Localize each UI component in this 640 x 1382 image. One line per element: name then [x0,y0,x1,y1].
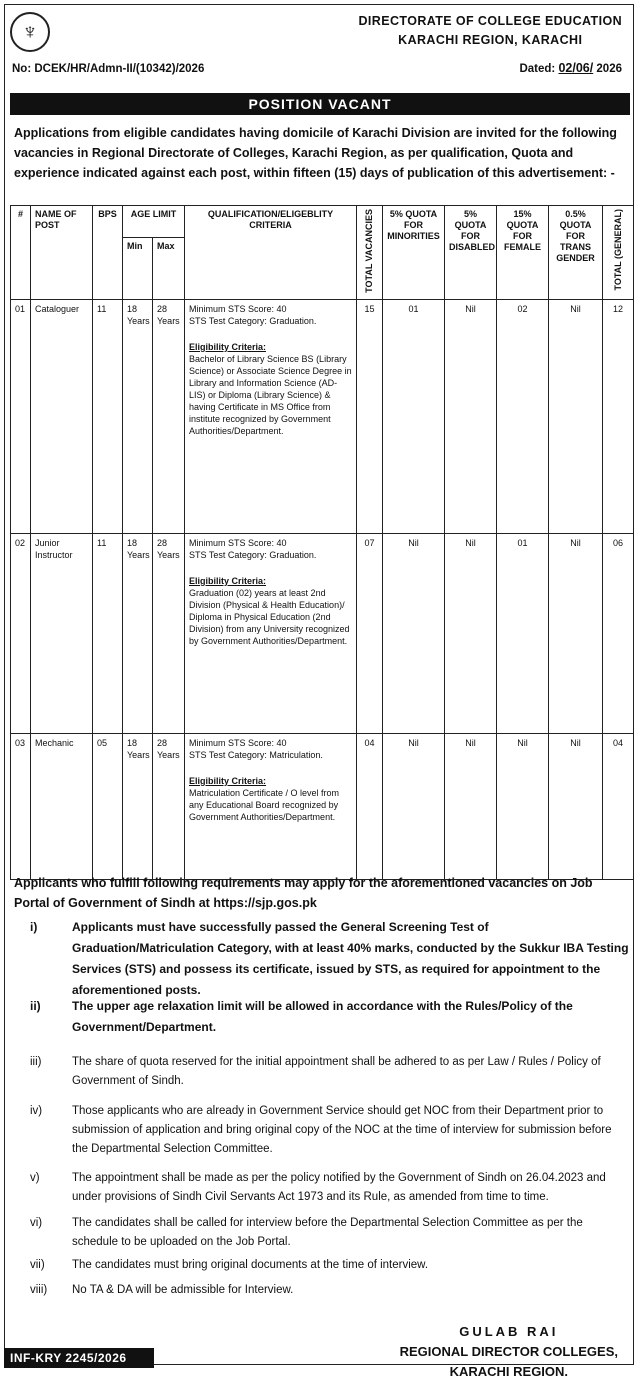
note-item [30,1256,630,1275]
reference-number: No: DCEK/HR/Admn-II/(10342)/2026 [12,63,205,75]
note-item [30,1102,630,1159]
note-item [30,996,630,1038]
note-text: The appointment shall be made as per the policy notified by the Government of Sindh on 26.04.2023 and under provisions of Sindh Civil Servants Act 1973 and its Rule, as amended from time to time. [72,1172,606,1203]
note-number: ii) [30,999,41,1013]
row-sno: 02 [11,533,31,733]
sindh-government-seal-icon: ♆ [10,12,50,52]
row-eligibility-label: Eligibility Criteria: [189,341,267,352]
header-age-limit: AGE LIMIT [123,206,185,238]
header-female-quota: 15% QUOTA FOR FEMALE [497,206,549,300]
row-eligibility-text: Bachelor of Library Science BS (Library Science) or Associate Science Degree in Library and Information Science (AD-LIS) or Diploma (Library Science) & having Certificate in MS Office from institute recognized by Government Authorities/Department. [189,353,352,436]
header-sno: # [11,206,31,300]
row-minorities: Nil [383,733,445,879]
row-sno: 03 [11,733,31,879]
row-age-max: 28 Years [153,299,185,533]
row-disabled: Nil [445,299,497,533]
row-qualification [185,299,357,533]
header-age-max: Max [153,238,185,300]
row-trans: Nil [549,733,603,879]
row-age-min: 18 Years [123,733,153,879]
row-eligibility-text: Graduation (02) years at least 2nd Division (Physical & Health Education)/ Diploma in Physical Education (2nd Division) from any University recognized by Government Authorities/Department. [189,587,350,646]
row-disabled: Nil [445,733,497,879]
row-age-max: 28 Years [153,533,185,733]
note-number: iii) [30,1056,42,1068]
row-post-name: Mechanic [31,733,93,879]
notes-intro: Applicants who fulfill following requirements may apply for the aforementioned vacancies on Job Portal of Government of Sindh at https://sjp.gos.pk [14,876,593,910]
row-general: 04 [603,733,634,879]
note-item [30,1214,630,1252]
header-age-min: Min [123,238,153,300]
row-total-vacancies: 15 [357,299,383,533]
table-row [11,533,634,733]
row-trans: Nil [549,533,603,733]
note-text: No TA & DA will be admissible for Interview. [72,1284,294,1296]
header-disabled-quota: 5% QUOTA FOR DISABLED [445,206,497,300]
row-bps: 11 [93,299,123,533]
dated [519,61,622,75]
row-female: 01 [497,533,549,733]
note-text: The share of quota reserved for the initial appointment shall be adhered to as per Law / Rules / Policy of Government of Sindh. [72,1056,601,1087]
table-row [11,733,634,879]
row-disabled: Nil [445,533,497,733]
header-trans-quota: 0.5% QUOTA FOR TRANS GENDER [549,206,603,300]
row-min-score: Minimum STS Score: 40 [189,737,287,748]
row-qualification [185,533,357,733]
table-row [11,299,634,533]
note-number: vii) [30,1259,45,1271]
dated-year: 2026 [596,63,622,75]
row-min-score: Minimum STS Score: 40 [189,303,287,314]
row-female: 02 [497,299,549,533]
row-minorities: 01 [383,299,445,533]
footer-inf-code: INF-KRY 2245/2026 [4,1348,154,1368]
row-sno: 01 [11,299,31,533]
note-text: The candidates must bring original documents at the time of interview. [72,1259,429,1271]
dated-value: 02/06/ [558,61,594,75]
note-text: The upper age relaxation limit will be allowed in accordance with the Rules/Policy of the Government/Department. [72,999,573,1034]
row-test-category: STS Test Category: Graduation. [189,315,317,326]
row-age-min: 18 Years [123,299,153,533]
row-bps: 05 [93,733,123,879]
row-general: 12 [603,299,634,533]
directorate-line-1: DIRECTORATE OF COLLEGE EDUCATION [358,14,622,28]
row-female: Nil [497,733,549,879]
header-name-of-post: NAME OF POST [31,206,93,300]
directorate-line-2: KARACHI REGION, KARACHI [398,33,583,47]
header-minorities-quota: 5% QUOTA FOR MINORITIES [383,206,445,300]
note-text: Applicants must have successfully passed the General Screening Test of Graduation/Matriculation Category, with at least 40% marks, conducted by the Sukkur IBA Testing Services (STS) and possess its certificate, issued by STS, as required for appointment to the aforementioned posts. [72,920,629,997]
row-post-name: Cataloguer [31,299,93,533]
header-total-vacancies: TOTAL VACANCIES [357,206,383,300]
header-bps: BPS [93,206,123,300]
row-eligibility-label: Eligibility Criteria: [189,775,267,786]
signature-block [400,1322,618,1382]
row-total-vacancies: 04 [357,733,383,879]
position-vacant-banner: POSITION VACANT [10,93,630,115]
note-number: iv) [30,1105,43,1117]
row-total-vacancies: 07 [357,533,383,733]
signatory-place: KARACHI REGION. [449,1364,569,1379]
row-age-max: 28 Years [153,733,185,879]
note-item [30,917,630,1001]
dated-label: Dated: [519,63,556,75]
row-qualification [185,733,357,879]
row-general: 06 [603,533,634,733]
note-item [30,1169,630,1207]
note-number: viii) [30,1284,48,1296]
row-test-category: STS Test Category: Matriculation. [189,749,323,760]
row-minorities: Nil [383,533,445,733]
note-text: Those applicants who are already in Government Service should get NOC from their Department prior to submission of application and bring original copy of the NOC at the time of interview for submission before the Departmental Selection Committee. [72,1105,612,1155]
note-item [30,1281,630,1300]
vacancy-table [10,205,634,880]
header-total-general: TOTAL (GENERAL) [603,206,634,300]
note-text: The candidates shall be called for interview before the Departmental Selection Committee as per the schedule to be uploaded on the Job Portal. [72,1217,583,1248]
row-post-name: Junior Instructor [31,533,93,733]
signatory-name: GULAB RAI [459,1324,559,1339]
note-item [30,1053,630,1091]
header-qualification: QUALIFICATION/ELIGEBLITY CRITERIA [185,206,357,300]
directorate-heading [359,12,623,50]
intro-paragraph: Applications from eligible candidates having domicile of Karachi Division are invited for the following vacancies in Regional Directorate of Colleges, Karachi Region, as per qualification, Quota and experience indicated against each post, within fifteen (15) days of publication of this advertisement: - [14,126,617,180]
row-min-score: Minimum STS Score: 40 [189,537,287,548]
signatory-designation: REGIONAL DIRECTOR COLLEGES, [399,1344,618,1359]
row-trans: Nil [549,299,603,533]
note-number: v) [30,1172,40,1184]
row-bps: 11 [93,533,123,733]
row-eligibility-label: Eligibility Criteria: [189,575,267,586]
row-eligibility-text: Matriculation Certificate / O level from any Educational Board recognized by Government Authorities/Department. [189,787,340,822]
note-number: vi) [30,1217,43,1229]
note-number: i) [30,920,38,934]
row-age-min: 18 Years [123,533,153,733]
row-test-category: STS Test Category: Graduation. [189,549,317,560]
